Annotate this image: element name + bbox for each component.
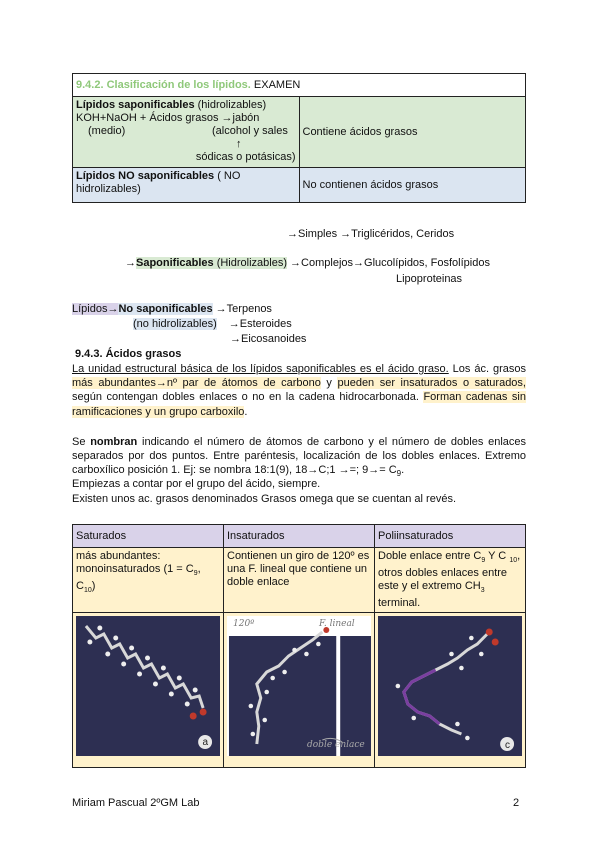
photo-label-c: c xyxy=(505,740,510,752)
photo-label-a: a xyxy=(202,737,208,749)
section-title: 9.4.2. Clasificación de los lípidos. xyxy=(76,78,251,91)
scheme-saponificables: Saponificables xyxy=(136,257,214,269)
p1-highlight-f: Forman cadenas sin ramificaciones y un grupo carboxilo xyxy=(72,391,526,418)
medio-label: (medio) xyxy=(88,125,126,137)
footer-author: Miriam Pascual 2ºGM Lab xyxy=(72,797,200,809)
molecule-photo-unsaturated xyxy=(227,616,371,756)
no-saponificables-title: Lípidos NO saponificables xyxy=(76,170,215,182)
paragraph-4: Existen unos ac. grasos denominados Grasos omega que se cuentan al revés. xyxy=(72,493,457,505)
no-saponificables-title-line2: hidrolizables) xyxy=(76,183,141,195)
scheme-lipoproteinas: Lipoproteinas xyxy=(396,273,463,285)
saponification-reaction: KOH+NaOH + Ácidos grasos →jabón xyxy=(76,112,260,124)
page-number: 2 xyxy=(513,797,520,809)
p2-end: . xyxy=(401,464,405,477)
header-poliinsaturados: Poliinsaturados xyxy=(375,525,526,548)
scheme-terpenos: →Terpenos xyxy=(212,303,272,315)
header-saturados: Saturados xyxy=(73,525,224,548)
c1-mid: , C xyxy=(76,563,201,593)
scheme-hidrolizables: (Hidrolizables) xyxy=(213,257,287,269)
molecule-photo-saturated xyxy=(76,616,220,756)
fatty-acids-table xyxy=(72,524,526,768)
c3-b: Y C xyxy=(485,550,510,562)
scheme-no-saponificables-line xyxy=(72,303,272,316)
paragraph-3: Empiezas a contar por el grupo del ácido, siempre. xyxy=(72,478,321,490)
c3-a: Doble enlace entre C xyxy=(378,550,482,562)
section-heading: 9.4.3. Ácidos grasos xyxy=(75,348,182,360)
molecule-photo-polyunsaturated xyxy=(378,616,522,756)
p1-highlight-b: más abundantes→nº par de átomos de carbono xyxy=(72,377,321,390)
photo-cell-poliinsaturados xyxy=(375,613,526,768)
p2-text-c: indicando el número de átomos de carbono y el número de dobles enlaces separados por dos puntos. Entre paréntesis, localización de los dobles enlaces. Extremo carboxílico posición 1. Ej: se nombra 18:1(9), 18→C;1 →=; 9→= C xyxy=(72,436,527,477)
saponificables-cell xyxy=(73,97,300,168)
no-saponificables-description: No contienen ácidos grasos xyxy=(299,168,526,203)
scheme-lipidos: Lípidos→ xyxy=(72,303,119,315)
c3-c: , otros dobles enlaces entre este y el extremo CH xyxy=(378,550,521,593)
note-f-lineal: F. lineal xyxy=(319,619,355,630)
scheme-simples: →Simples →Triglicéridos, Ceridos xyxy=(287,228,455,240)
paragraph-1 xyxy=(72,362,526,419)
c3-sub1: 9 xyxy=(481,557,486,565)
cell-saturados xyxy=(73,548,224,613)
photo-cell-saturados xyxy=(73,613,224,768)
saponificables-title-rest: (hidrolizables) xyxy=(194,99,267,111)
scheme-no-hidro-line xyxy=(133,318,292,331)
scheme-esteroides: →Esteroides xyxy=(228,318,292,330)
p1-underlined: La unidad estructural básica de los lípidos saponificables es el ácido graso. xyxy=(72,363,449,375)
p2-sub: 9 xyxy=(396,469,402,479)
c1-text: más abundantes: monoinsaturados (1 = C xyxy=(76,550,194,575)
c1-end: ) xyxy=(91,580,96,593)
saponificables-title: Lípidos saponificables xyxy=(76,99,195,111)
saponificables-description: Contiene ácidos grasos xyxy=(299,97,526,168)
p1-text-c: y xyxy=(320,377,338,390)
note-120: 120º xyxy=(233,619,255,630)
cell-insaturados: Contienen un giro de 120º es una F. lineal que contiene un doble enlace xyxy=(224,548,375,613)
scheme-no-hidrolizables: (no hidrolizables) xyxy=(133,318,217,330)
exam-label: EXAMEN xyxy=(250,78,301,91)
classification-table xyxy=(72,73,526,203)
c3-d: terminal. xyxy=(378,597,421,610)
note-doble-enlace: doble enlace xyxy=(307,740,365,751)
scheme-complejos: →Complejos→Glucolípidos, Fosfolípidos xyxy=(287,257,490,269)
table-title xyxy=(73,74,526,97)
c3-sub3: 3 xyxy=(480,587,485,595)
cell-poliinsaturados xyxy=(375,548,526,613)
arrow-right-icon: → xyxy=(125,257,136,269)
no-saponificables-title-rest: ( NO xyxy=(214,170,241,182)
p2-bold: nombran xyxy=(90,436,138,448)
header-insaturados: Insaturados xyxy=(224,525,375,548)
no-saponificables-cell xyxy=(73,168,300,203)
p1-text-g: . xyxy=(244,405,248,418)
paragraph-2 xyxy=(72,435,526,482)
sodicas-label: sódicas o potásicas) xyxy=(195,151,296,163)
scheme-no-saponificables: No saponificables xyxy=(118,303,213,315)
photo-cell-insaturados xyxy=(224,613,375,768)
c1-sub1: 9 xyxy=(193,570,198,578)
arrow-up-icon: ↑ xyxy=(236,138,242,150)
scheme-eicosanoides: →Eicosanoides xyxy=(230,333,307,345)
p1-text-e: según contengan dobles enlaces o no en la cadena hidrocarbonada. xyxy=(72,391,424,404)
p1-highlight-d: pueden ser insaturados o saturados, xyxy=(337,377,526,390)
c1-sub2: 10 xyxy=(83,587,92,595)
c3-sub2: 10 xyxy=(509,557,518,565)
p2-text-a: Se xyxy=(72,436,91,448)
scheme-saponificables-line xyxy=(125,257,490,270)
p1-text-a: Los ác. grasos xyxy=(448,363,527,375)
alcohol-label: (alcohol y sales xyxy=(212,125,288,137)
